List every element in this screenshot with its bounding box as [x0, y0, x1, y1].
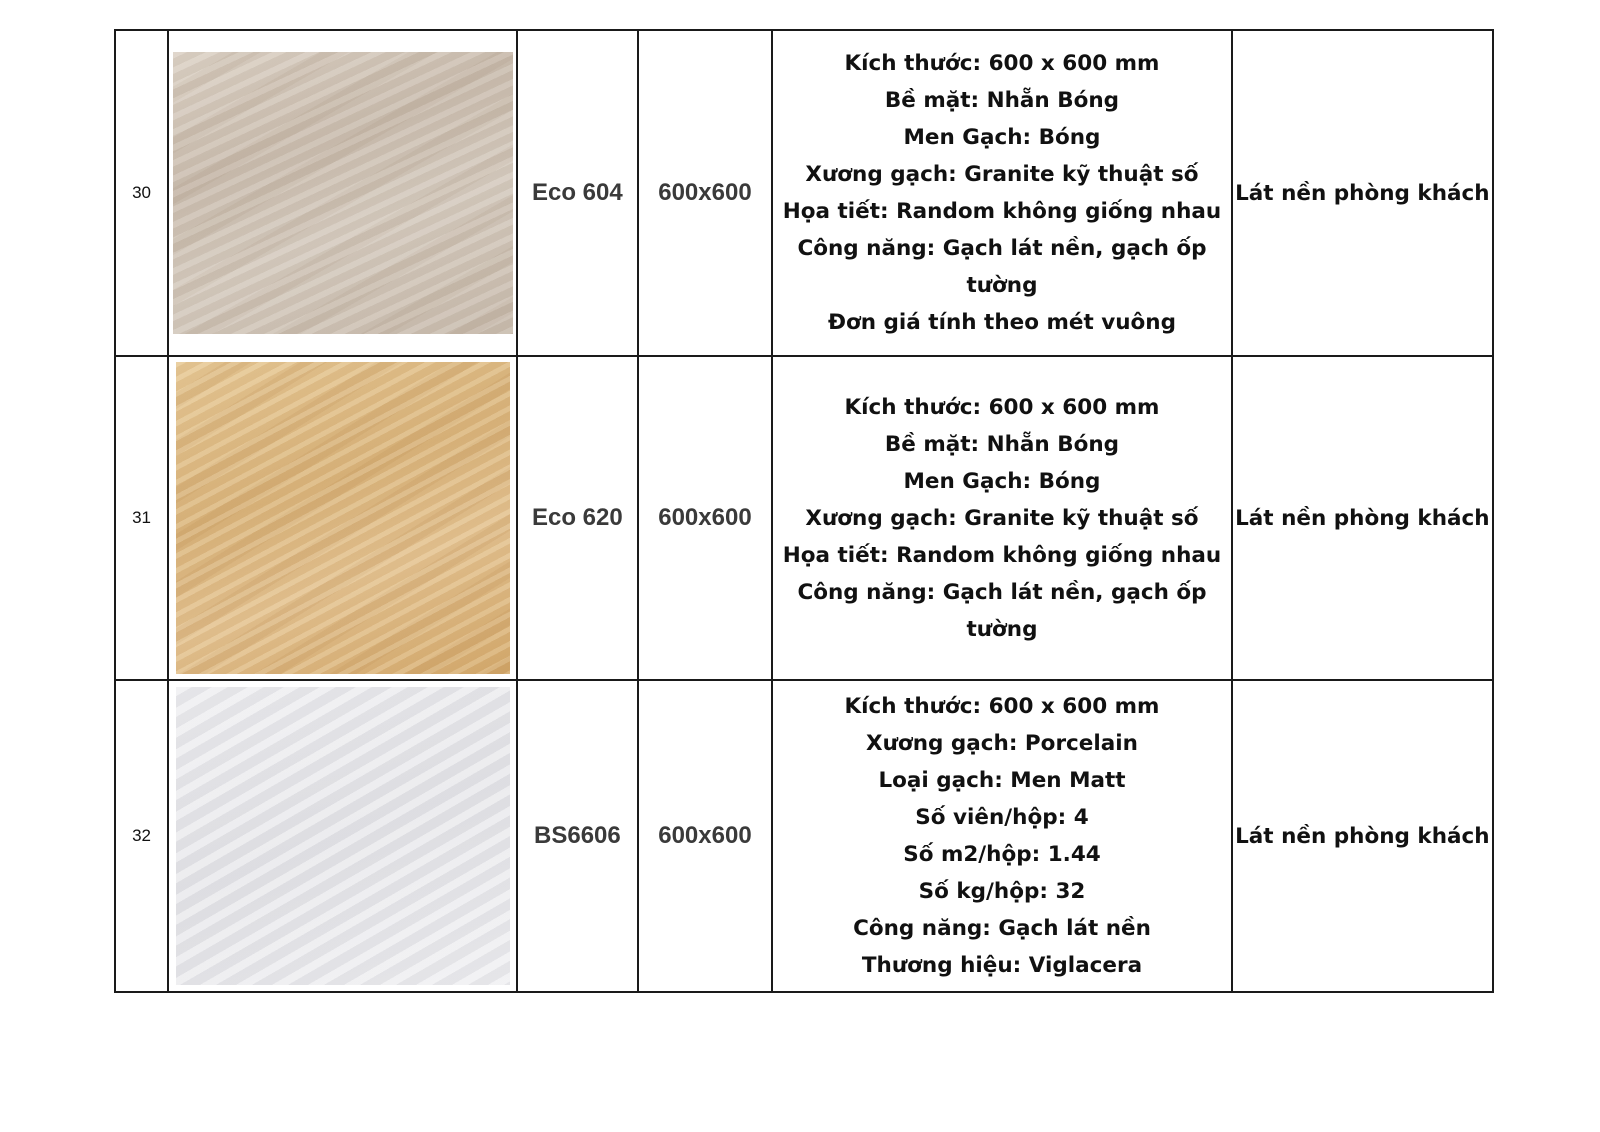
table-row	[115, 680, 1493, 992]
description-line: Xương gạch: Granite kỹ thuật số	[805, 162, 1199, 187]
description-line: Họa tiết: Random không giống nhau	[782, 199, 1222, 224]
tile-image-sand	[176, 362, 510, 674]
tile-image-cell	[168, 356, 517, 680]
row-number: 30	[115, 30, 168, 356]
description-line: Xương gạch: Porcelain	[866, 731, 1138, 756]
product-use: Lát nền phòng khách	[1232, 680, 1493, 992]
description-line: Men Gạch: Bóng	[903, 468, 1101, 494]
description-line: Số viên/hộp: 4	[915, 805, 1089, 830]
product-use: Lát nền phòng khách	[1232, 356, 1493, 680]
product-table	[114, 29, 1494, 993]
product-description	[772, 30, 1231, 356]
product-description	[772, 680, 1231, 992]
product-description	[772, 356, 1231, 680]
description-line: tường	[966, 273, 1038, 298]
description-line: Kích thước: 600 x 600 mm	[844, 51, 1160, 76]
description-line: Thương hiệu: Viglacera	[861, 953, 1143, 978]
description-line: tường	[966, 616, 1038, 642]
product-size: 600x600	[638, 680, 773, 992]
description-line: Số kg/hộp: 32	[918, 879, 1086, 904]
tile-image-cell	[168, 30, 517, 356]
description-line: Số m2/hộp: 1.44	[903, 842, 1101, 867]
product-use: Lát nền phòng khách	[1232, 30, 1493, 356]
tile-image-cell	[168, 680, 517, 992]
description-line: Đơn giá tính theo mét vuông	[827, 310, 1176, 335]
table-row	[115, 30, 1493, 356]
description-line: Bề mặt: Nhẵn Bóng	[884, 431, 1120, 457]
product-code: Eco 620	[517, 356, 637, 680]
product-size: 600x600	[638, 30, 773, 356]
description-line: Họa tiết: Random không giống nhau	[782, 542, 1222, 568]
tile-image-beige	[173, 52, 513, 334]
row-number: 31	[115, 356, 168, 680]
row-number: 32	[115, 680, 168, 992]
description-line: Xương gạch: Granite kỹ thuật số	[805, 505, 1199, 531]
table-row	[115, 356, 1493, 680]
description-line: Men Gạch: Bóng	[903, 125, 1101, 150]
description-line: Loại gạch: Men Matt	[878, 768, 1126, 793]
description-line: Kích thước: 600 x 600 mm	[844, 694, 1160, 719]
product-size: 600x600	[638, 356, 773, 680]
description-line: Công năng: Gạch lát nền, gạch ốp	[797, 236, 1207, 261]
product-code: BS6606	[517, 680, 637, 992]
product-code: Eco 604	[517, 30, 637, 356]
description-line: Công năng: Gạch lát nền	[853, 916, 1151, 941]
description-line: Bề mặt: Nhẵn Bóng	[884, 88, 1120, 113]
description-line: Công năng: Gạch lát nền, gạch ốp	[797, 579, 1207, 605]
tile-image-white	[176, 687, 510, 985]
description-line: Kích thước: 600 x 600 mm	[844, 394, 1160, 420]
